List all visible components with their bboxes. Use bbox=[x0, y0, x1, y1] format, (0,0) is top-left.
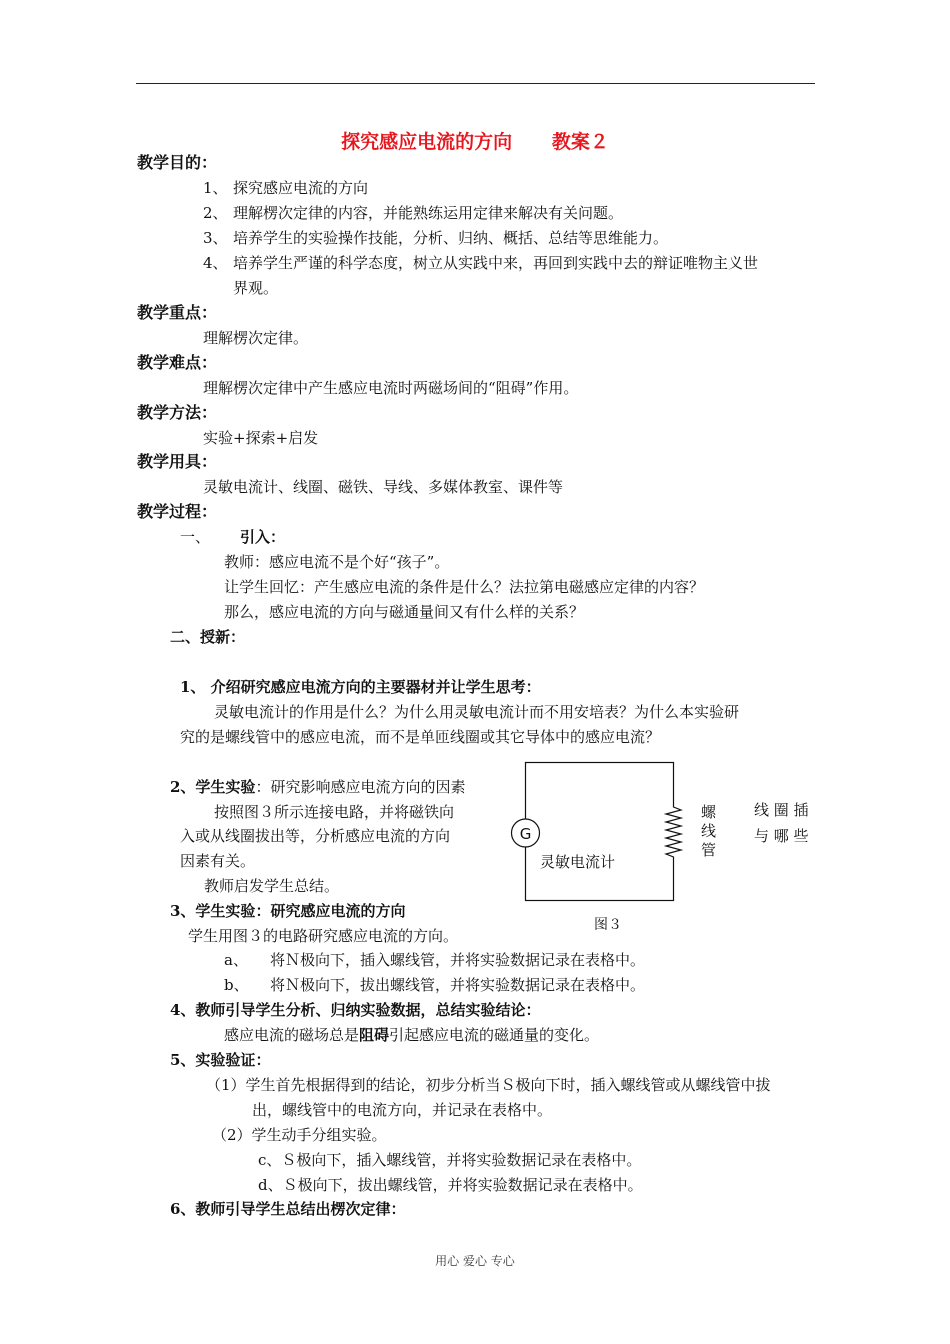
step2-line-4: 教师启发学生总结。 bbox=[204, 877, 340, 895]
method-heading: 教学方法： bbox=[137, 403, 218, 422]
objective-text-4-cont: 界观。 bbox=[233, 279, 279, 297]
step5-p2: （2）学生动手分组实验。 bbox=[212, 1126, 387, 1144]
solenoid-label-char-1: 螺 bbox=[701, 803, 717, 821]
objective-text-1: 探究感应电流的方向 bbox=[233, 179, 369, 197]
step3-b-text: 将Ｎ极向下，拔出螺线管，并将实验数据记录在表格中。 bbox=[270, 976, 646, 994]
step5-p1: （1）学生首先根据得到的结论，初步分析当Ｓ极向下时，插入螺线管或从螺线管中拔 bbox=[206, 1076, 771, 1094]
solenoid-label bbox=[701, 803, 719, 860]
step2-line-3: 因素有关。 bbox=[180, 852, 256, 870]
title-sub: 教案２ bbox=[551, 131, 609, 153]
step5-d: d、Ｓ极向下，拔出螺线管，并将实验数据记录在表格中。 bbox=[258, 1176, 643, 1194]
step3-heading: 3、学生实验：研究感应电流的方向 bbox=[170, 902, 406, 920]
objective-text-3: 培养学生的实验操作技能，分析、归纳、概括、总结等思维能力。 bbox=[233, 229, 669, 247]
key-point-text: 理解楞次定律。 bbox=[203, 329, 309, 347]
step5-p1-cont: 出，螺线管中的电流方向，并记录在表格中。 bbox=[252, 1101, 553, 1119]
intro-label: 引入： bbox=[240, 528, 286, 546]
objective-text-4: 培养学生严谨的科学态度，树立从实践中来，再回到实践中去的辩证唯物主义世 bbox=[233, 254, 759, 272]
objective-num-1: 1、 bbox=[203, 179, 228, 197]
step4-post: 引起感应电流的磁通量的变化。 bbox=[389, 1026, 600, 1044]
objective-num-3: 3、 bbox=[203, 229, 228, 247]
step1-heading: 1、 介绍研究感应电流方向的主要器材并让学生思考： bbox=[180, 678, 541, 696]
objectives-heading: 教学目的： bbox=[137, 153, 218, 172]
circuit-wire bbox=[526, 763, 674, 901]
page-footer: 用心 爱心 专心 bbox=[435, 1254, 515, 1268]
figure-caption: 图３ bbox=[594, 917, 622, 933]
objective-num-2: 2、 bbox=[203, 204, 228, 222]
step5-heading: 5、实验验证： bbox=[170, 1051, 271, 1069]
title-main: 探究感应电流的方向 bbox=[341, 131, 513, 153]
step1-line-2: 究的是螺线管中的感应电流，而不是单匝线圈或其它导体中的感应电流？ bbox=[180, 728, 661, 746]
step2-heading: 2、学生实验 bbox=[170, 778, 256, 796]
step6-heading: 6、教师引导学生总结出楞次定律： bbox=[170, 1200, 406, 1218]
difficulty-text: 理解楞次定律中产生感应电流时两磁场间的“阻碍”作用。 bbox=[203, 379, 579, 397]
step2-heading-rest: ：研究影响感应电流方向的因素 bbox=[255, 778, 466, 796]
key-point-heading: 教学重点： bbox=[137, 303, 218, 322]
galvanometer-label: 灵敏电流计 bbox=[540, 853, 616, 871]
step4-heading: 4、教师引导学生分析、归纳实验数据，总结实验结论： bbox=[170, 1001, 541, 1019]
galvanometer-letter: G bbox=[519, 825, 532, 843]
step3-line: 学生用图３的电路研究感应电流的方向。 bbox=[188, 927, 459, 945]
document-title bbox=[0, 127, 950, 154]
intro-line-2: 让学生回忆：产生感应电流的条件是什么？法拉第电磁感应定律的内容？ bbox=[224, 578, 705, 596]
objective-text-2: 理解楞次定律的内容，并能熟练运用定律来解决有关问题。 bbox=[233, 204, 624, 222]
objective-num-4: 4、 bbox=[203, 254, 228, 272]
solenoid-label-char-3: 管 bbox=[701, 841, 717, 859]
tools-heading: 教学用具： bbox=[137, 452, 218, 471]
header-rule bbox=[136, 83, 815, 84]
step2-line-2: 入或从线圈拔出等，分析感应电流的方向 bbox=[180, 827, 451, 845]
step5-c: c、Ｓ极向下，插入螺线管，并将实验数据记录在表格中。 bbox=[258, 1151, 642, 1169]
tools-text: 灵敏电流计、线圈、磁铁、导线、多媒体教室、课件等 bbox=[203, 478, 564, 496]
intro-line-3: 那么，感应电流的方向与磁通量间又有什么样的关系？ bbox=[224, 603, 585, 621]
step4-line bbox=[224, 1025, 599, 1045]
step4-bold: 阻碍 bbox=[359, 1026, 390, 1044]
intro-num: 一、 bbox=[180, 528, 211, 546]
difficulty-heading: 教学难点： bbox=[137, 353, 218, 372]
step2-side-text-1: 线 圈 插 bbox=[754, 801, 809, 819]
method-text: 实验+探索+启发 bbox=[203, 429, 319, 447]
step3-a-text: 将Ｎ极向下，插入螺线管，并将实验数据记录在表格中。 bbox=[270, 951, 646, 969]
step3-b-num: b、 bbox=[224, 976, 249, 994]
step4-pre: 感应电流的磁场总是 bbox=[224, 1026, 360, 1044]
step2-line-1: 按照图３所示连接电路，并将磁铁向 bbox=[214, 803, 455, 821]
process-heading: 教学过程： bbox=[137, 502, 218, 521]
step2-side-text-2: 与 哪 些 bbox=[754, 827, 809, 845]
step2-heading-line bbox=[170, 777, 465, 797]
step3-a-num: a、 bbox=[224, 951, 248, 969]
solenoid-label-char-2: 线 bbox=[701, 822, 717, 840]
intro-line-1: 教师：感应电流不是个好“孩子”。 bbox=[224, 553, 450, 571]
step1-line-1: 灵敏电流计的作用是什么？为什么用灵敏电流计而不用安培表？为什么本实验研 bbox=[214, 703, 740, 721]
new-lesson-label: 二、授新： bbox=[170, 628, 246, 646]
